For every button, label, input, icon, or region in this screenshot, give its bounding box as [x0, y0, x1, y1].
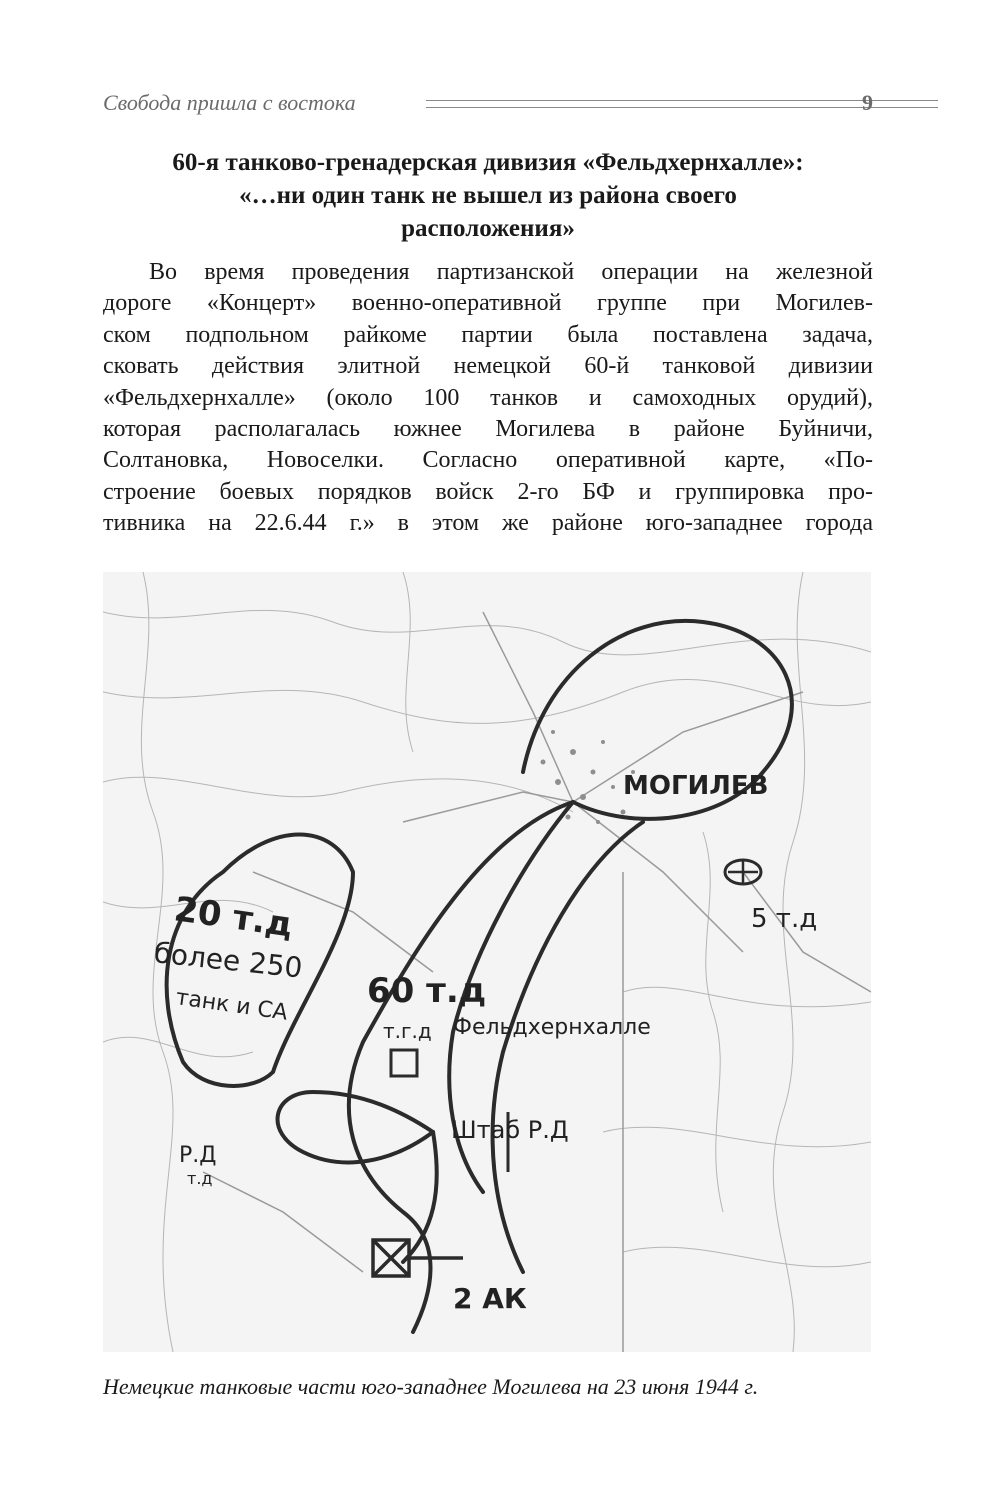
chapter-title	[103, 146, 873, 245]
map-label-tanks: танк и СА	[174, 985, 290, 1026]
body-line: «Фельдхернхалле» (около 100 танков и самоходных орудий),	[103, 384, 873, 411]
body-line: строение боевых порядков войск 2-го БФ и группировка про-	[103, 478, 873, 505]
map-label-td: т.д	[187, 1169, 213, 1188]
map-label-div5: 5 т.д	[751, 904, 818, 934]
body-line: тивника на 22.6.44 г.» в этом же районе юго-западнее города	[103, 510, 873, 537]
body-paragraph	[103, 257, 873, 540]
map-label-tgd: т.г.д	[383, 1019, 432, 1043]
map-image	[103, 572, 871, 1352]
figure-caption: Немецкие танковые части юго-западнее Могилева на 23 июня 1944 г.	[103, 1374, 759, 1399]
body-line: которая располагалась южнее Могилева в районе Буйничи,	[103, 416, 873, 443]
body-line: Во время проведения партизанской операции на железной	[149, 259, 873, 285]
map-label-feldherrnhalle: Фельдхернхалле	[453, 1015, 651, 1040]
chapter-title-line: «…ни один танк не вышел из района своего	[239, 182, 737, 209]
body-line: сковать действия элитной немецкой 60-й танковой дивизии	[103, 353, 873, 380]
chapter-title-line: расположения»	[401, 215, 575, 242]
body-line: дороге «Концерт» военно-оперативной группе при Могилев-	[103, 290, 873, 317]
running-title: Свобода пришла с востока	[103, 90, 356, 115]
map-label-div60: 60 т.д	[367, 971, 487, 1011]
map-label-div20: 20 т.д	[171, 889, 296, 946]
page-number: 9	[862, 90, 873, 115]
map-label-ak2: 2 АК	[453, 1282, 527, 1315]
map-label-city: МОГИЛЕВ	[623, 771, 769, 801]
running-header	[103, 88, 873, 122]
map-label-more250: более 250	[152, 936, 304, 985]
map-figure	[103, 572, 871, 1352]
chapter-title-line: 60-я танково-гренадерская дивизия «Фельдхернхалле»:	[172, 149, 804, 176]
map-label-shtab: Штаб Р.Д	[451, 1116, 569, 1144]
body-line: Солтановка, Новоселки. Согласно оперативной карте, «По-	[103, 447, 873, 474]
map-label-rd: Р.Д	[179, 1143, 217, 1168]
body-line: ском подпольном райкоме партии была поставлена задача,	[103, 321, 873, 348]
